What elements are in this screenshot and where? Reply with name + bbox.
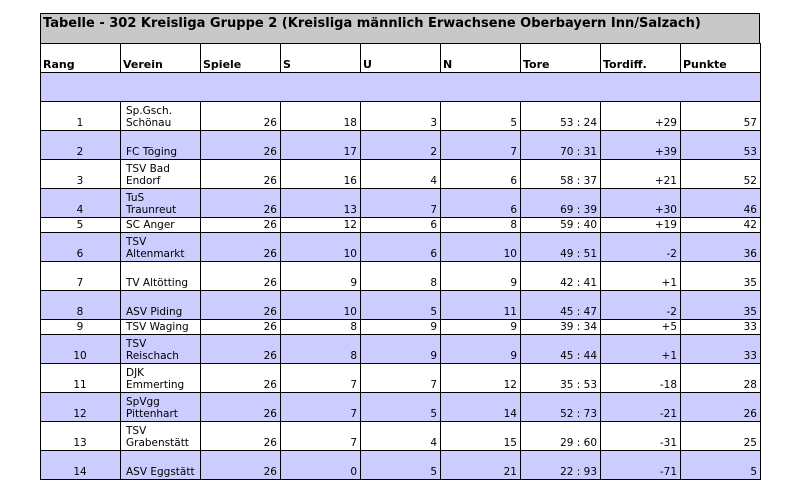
cell-tordiff: -31 xyxy=(601,422,681,451)
header-spiele: Spiele xyxy=(201,44,281,73)
cell-spiele: 26 xyxy=(201,131,281,160)
cell-niederlagen: 6 xyxy=(441,189,521,218)
cell-punkte: 35 xyxy=(681,262,761,291)
cell-spiele: 26 xyxy=(201,160,281,189)
cell-verein: TSV Reischach xyxy=(121,335,201,364)
header-unentschieden: U xyxy=(361,44,441,73)
header-tordiff: Tordiff. xyxy=(601,44,681,73)
cell-unentschieden: 6 xyxy=(361,233,441,262)
cell-siege: 0 xyxy=(281,451,361,480)
cell-unentschieden: 4 xyxy=(361,422,441,451)
cell-unentschieden: 7 xyxy=(361,364,441,393)
table-row xyxy=(41,364,761,393)
table-row xyxy=(41,393,761,422)
table-row xyxy=(41,335,761,364)
cell-tordiff: -71 xyxy=(601,451,681,480)
header-siege: S xyxy=(281,44,361,73)
cell-punkte: 36 xyxy=(681,233,761,262)
cell-tore: 29 : 60 xyxy=(521,422,601,451)
cell-spiele: 26 xyxy=(201,102,281,131)
cell-siege: 13 xyxy=(281,189,361,218)
table-row xyxy=(41,291,761,320)
header-tore: Tore xyxy=(521,44,601,73)
cell-unentschieden: 8 xyxy=(361,262,441,291)
cell-verein: DJK Emmerting xyxy=(121,364,201,393)
cell-niederlagen: 5 xyxy=(441,102,521,131)
cell-niederlagen: 6 xyxy=(441,160,521,189)
spacer-row xyxy=(41,73,761,102)
cell-punkte: 33 xyxy=(681,335,761,364)
cell-siege: 7 xyxy=(281,364,361,393)
cell-verein: TSV Waging xyxy=(121,320,201,335)
cell-tore: 58 : 37 xyxy=(521,160,601,189)
table-row xyxy=(41,422,761,451)
cell-rang: 14 xyxy=(41,451,121,480)
cell-unentschieden: 6 xyxy=(361,218,441,233)
cell-rang: 10 xyxy=(41,335,121,364)
cell-unentschieden: 9 xyxy=(361,320,441,335)
table-title: Tabelle - 302 Kreisliga Gruppe 2 (Kreisliga männlich Erwachsene Oberbayern Inn/Salzach) xyxy=(40,13,760,43)
cell-tordiff: -2 xyxy=(601,291,681,320)
cell-verein: Sp.Gsch. Schönau xyxy=(121,102,201,131)
cell-punkte: 28 xyxy=(681,364,761,393)
cell-spiele: 26 xyxy=(201,364,281,393)
cell-tordiff: +39 xyxy=(601,131,681,160)
cell-tordiff: +19 xyxy=(601,218,681,233)
cell-siege: 16 xyxy=(281,160,361,189)
cell-tordiff: +29 xyxy=(601,102,681,131)
cell-siege: 7 xyxy=(281,393,361,422)
cell-spiele: 26 xyxy=(201,320,281,335)
cell-unentschieden: 5 xyxy=(361,393,441,422)
cell-rang: 12 xyxy=(41,393,121,422)
cell-niederlagen: 14 xyxy=(441,393,521,422)
table-row xyxy=(41,233,761,262)
cell-siege: 10 xyxy=(281,291,361,320)
cell-siege: 8 xyxy=(281,335,361,364)
table-row xyxy=(41,160,761,189)
cell-spiele: 26 xyxy=(201,422,281,451)
cell-punkte: 46 xyxy=(681,189,761,218)
cell-spiele: 26 xyxy=(201,335,281,364)
cell-verein: ASV Eggstätt xyxy=(121,451,201,480)
cell-niederlagen: 15 xyxy=(441,422,521,451)
spacer-cell xyxy=(41,73,761,102)
table-row xyxy=(41,218,761,233)
cell-siege: 12 xyxy=(281,218,361,233)
cell-spiele: 26 xyxy=(201,451,281,480)
header-punkte: Punkte xyxy=(681,44,761,73)
cell-rang: 11 xyxy=(41,364,121,393)
cell-rang: 6 xyxy=(41,233,121,262)
cell-tordiff: +30 xyxy=(601,189,681,218)
cell-rang: 5 xyxy=(41,218,121,233)
standings-panel xyxy=(40,13,760,480)
cell-rang: 1 xyxy=(41,102,121,131)
cell-tordiff: +1 xyxy=(601,335,681,364)
cell-tore: 69 : 39 xyxy=(521,189,601,218)
cell-niederlagen: 21 xyxy=(441,451,521,480)
cell-verein: TuS Traunreut xyxy=(121,189,201,218)
cell-rang: 3 xyxy=(41,160,121,189)
cell-niederlagen: 7 xyxy=(441,131,521,160)
cell-siege: 7 xyxy=(281,422,361,451)
cell-spiele: 26 xyxy=(201,393,281,422)
header-rang: Rang xyxy=(41,44,121,73)
cell-tore: 22 : 93 xyxy=(521,451,601,480)
table-row xyxy=(41,320,761,335)
table-row xyxy=(41,189,761,218)
cell-rang: 8 xyxy=(41,291,121,320)
cell-tore: 45 : 44 xyxy=(521,335,601,364)
cell-verein: TSV Grabenstätt xyxy=(121,422,201,451)
cell-niederlagen: 9 xyxy=(441,335,521,364)
table-row xyxy=(41,102,761,131)
header-row xyxy=(41,44,761,73)
cell-tore: 42 : 41 xyxy=(521,262,601,291)
cell-verein: ASV Piding xyxy=(121,291,201,320)
cell-verein: SpVgg Pittenhart xyxy=(121,393,201,422)
cell-unentschieden: 9 xyxy=(361,335,441,364)
table-row xyxy=(41,262,761,291)
cell-punkte: 42 xyxy=(681,218,761,233)
cell-punkte: 33 xyxy=(681,320,761,335)
cell-rang: 7 xyxy=(41,262,121,291)
cell-unentschieden: 5 xyxy=(361,291,441,320)
cell-siege: 8 xyxy=(281,320,361,335)
cell-unentschieden: 2 xyxy=(361,131,441,160)
cell-punkte: 53 xyxy=(681,131,761,160)
cell-verein: FC Töging xyxy=(121,131,201,160)
cell-niederlagen: 11 xyxy=(441,291,521,320)
cell-punkte: 57 xyxy=(681,102,761,131)
cell-tordiff: -2 xyxy=(601,233,681,262)
cell-siege: 10 xyxy=(281,233,361,262)
cell-unentschieden: 5 xyxy=(361,451,441,480)
cell-punkte: 35 xyxy=(681,291,761,320)
cell-rang: 13 xyxy=(41,422,121,451)
cell-tore: 59 : 40 xyxy=(521,218,601,233)
cell-unentschieden: 3 xyxy=(361,102,441,131)
cell-siege: 18 xyxy=(281,102,361,131)
cell-tordiff: -18 xyxy=(601,364,681,393)
cell-rang: 4 xyxy=(41,189,121,218)
cell-niederlagen: 9 xyxy=(441,320,521,335)
cell-siege: 9 xyxy=(281,262,361,291)
cell-tordiff: +1 xyxy=(601,262,681,291)
cell-tore: 52 : 73 xyxy=(521,393,601,422)
cell-tordiff: +21 xyxy=(601,160,681,189)
cell-punkte: 26 xyxy=(681,393,761,422)
cell-unentschieden: 4 xyxy=(361,160,441,189)
cell-tore: 49 : 51 xyxy=(521,233,601,262)
cell-niederlagen: 9 xyxy=(441,262,521,291)
cell-punkte: 52 xyxy=(681,160,761,189)
cell-verein: SC Anger xyxy=(121,218,201,233)
header-niederlagen: N xyxy=(441,44,521,73)
cell-spiele: 26 xyxy=(201,189,281,218)
cell-tore: 39 : 34 xyxy=(521,320,601,335)
cell-verein: TSV Altenmarkt xyxy=(121,233,201,262)
cell-tore: 35 : 53 xyxy=(521,364,601,393)
cell-tordiff: +5 xyxy=(601,320,681,335)
cell-punkte: 25 xyxy=(681,422,761,451)
header-verein: Verein xyxy=(121,44,201,73)
cell-tore: 70 : 31 xyxy=(521,131,601,160)
cell-unentschieden: 7 xyxy=(361,189,441,218)
cell-tore: 45 : 47 xyxy=(521,291,601,320)
cell-niederlagen: 12 xyxy=(441,364,521,393)
cell-rang: 9 xyxy=(41,320,121,335)
standings-table xyxy=(40,43,761,480)
cell-siege: 17 xyxy=(281,131,361,160)
cell-spiele: 26 xyxy=(201,233,281,262)
cell-spiele: 26 xyxy=(201,218,281,233)
cell-tore: 53 : 24 xyxy=(521,102,601,131)
cell-verein: TSV Bad Endorf xyxy=(121,160,201,189)
cell-niederlagen: 10 xyxy=(441,233,521,262)
cell-rang: 2 xyxy=(41,131,121,160)
cell-tordiff: -21 xyxy=(601,393,681,422)
table-row xyxy=(41,131,761,160)
cell-spiele: 26 xyxy=(201,291,281,320)
table-row xyxy=(41,451,761,480)
cell-punkte: 5 xyxy=(681,451,761,480)
cell-verein: TV Altötting xyxy=(121,262,201,291)
cell-niederlagen: 8 xyxy=(441,218,521,233)
cell-spiele: 26 xyxy=(201,262,281,291)
